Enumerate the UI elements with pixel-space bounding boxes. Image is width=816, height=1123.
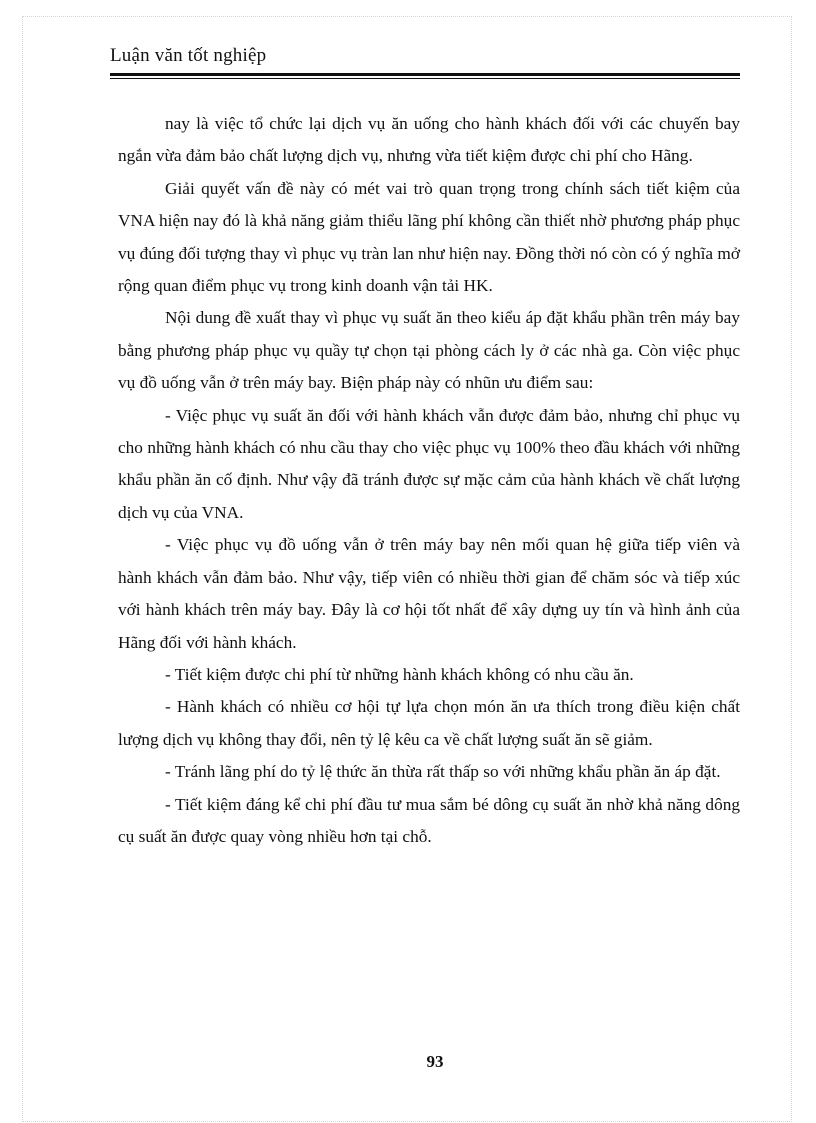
paragraph-problem: Giải quyết vấn đề này có mét vai trò quan trọng trong chính sách tiết kiệm của VNA hiện nay đó là khả năng giảm thiểu lãng phí không cần thiết nhờ phương pháp phục vụ đúng đối tượng thay vì phục vụ tràn lan như hiện nay. Đồng thời nó còn có ý nghĩa mở rộng quan điểm phục vụ trong kinh doanh vận tải HK. [118,178,740,296]
paragraph-intro: nay là việc tổ chức lại dịch vụ ăn uống cho hành khách đối với các chuyến bay ngắn vừa đảm bảo chất lượng dịch vụ, nhưng vừa tiết kiệm được chi phí cho Hãng. [118,114,740,166]
page-number: 93 [426,1052,444,1071]
list-item: - Tiết kiệm được chi phí từ những hành khách không có nhu cầu ăn. [165,664,634,684]
list-item: - Tránh lãng phí do tỷ lệ thức ăn thừa rất thấp so với những khẩu phần ăn áp đặt. [165,762,721,782]
header-divider [110,73,740,79]
header-title: Luận văn tốt nghiệp [110,45,267,66]
page-header [110,44,740,79]
list-item: - Tiết kiệm đáng kể chi phí đầu tư mua sắm bé dông cụ suất ăn nhờ khả năng dông cụ suất ăn được quay vòng nhiều hơn tại chỗ. [118,794,740,846]
paragraph-proposal: Nội dung đề xuất thay vì phục vụ suất ăn theo kiểu áp đặt khẩu phần trên máy bay bằng phương pháp phục vụ quầy tự chọn tại phòng cách ly ở các nhà ga. Còn việc phục vụ đồ uống vẫn ở trên máy bay. Biện pháp này có nhũn ưu điểm sau: [118,308,740,393]
list-item: - Hành khách có nhiều cơ hội tự lựa chọn món ăn ưa thích trong điều kiện chất lượng dịch vụ không thay đổi, nên tỷ lệ kêu ca về chất lượng suất ăn sẽ giảm. [118,697,740,749]
list-item: - Việc phục vụ suất ăn đối với hành khách vẫn được đảm bảo, nhưng chỉ phục vụ cho những hành khách có nhu cầu thay cho việc phục vụ 100% theo đầu khách với những khẩu phần ăn cố định. Như vậy đã tránh được sự mặc cảm của hành khách về chất lượng dịch vụ của VNA. [118,405,740,522]
list-item: - Việc phục vụ đồ uống vẫn ở trên máy bay nên mối quan hệ giữa tiếp viên và hành khách vẫn đảm bảo. Như vậy, tiếp viên có nhiều thời gian để chăm sóc và tiếp xúc với hành khách trên máy bay. Đây là cơ hội tốt nhất để xây dựng uy tín và hình ảnh của Hãng đối với hành khách. [118,535,740,652]
body-text [118,108,740,853]
